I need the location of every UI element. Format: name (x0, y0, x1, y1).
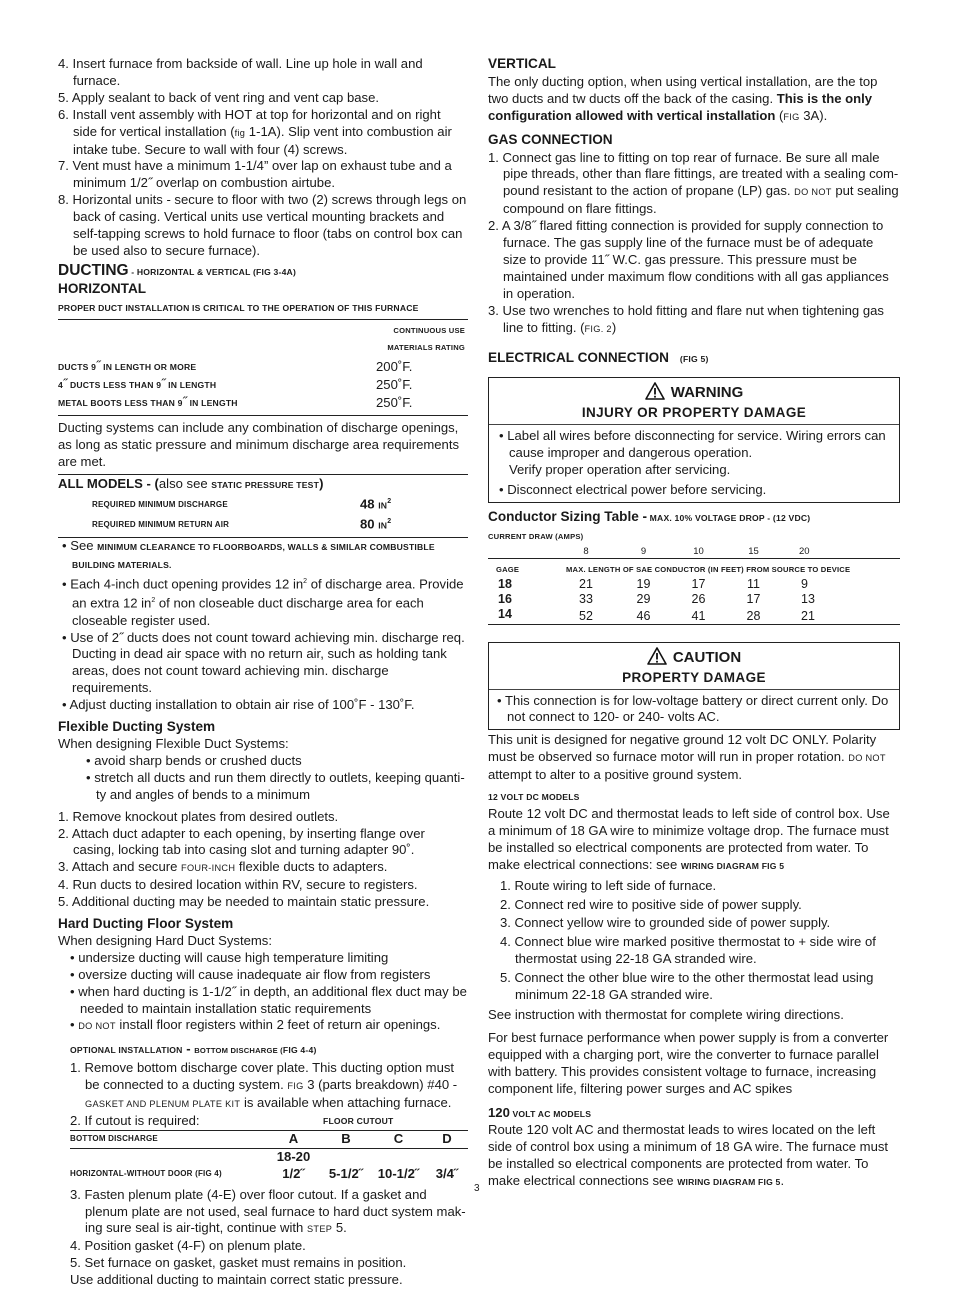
step-6: 6. Install vent assembly with HOT at top for horizontal and on right side for vertical installation (fig 1-1A). Slip vent into combustion air intake tube. Secure to wall with four (4) screws. (58, 106, 452, 157)
length-value: 21 (801, 608, 815, 623)
gage-value: 16 (498, 591, 512, 606)
length-value: 41 (691, 608, 706, 623)
dc-heading: 12 VOLT DC MODELS (488, 792, 580, 803)
horizontal-without-door-label: HORIZONTAL-WITHOUT DOOR (FIG 4) (70, 1168, 222, 1178)
hard-heading: Hard Ducting Floor System (58, 916, 234, 932)
hard-bullet: • DO NOT install floor registers within 2 feet of return air openings. (70, 1017, 441, 1033)
dc-steps (488, 878, 900, 1004)
see-instruction: See instruction with thermostat for complete wiring directions. (488, 1006, 844, 1022)
length-value: 17 (691, 576, 706, 591)
length-value: 29 (636, 591, 651, 606)
length-value: 21 (579, 576, 593, 591)
ac-text: Route 120 volt AC and thermostat leads to wires located on the left side of control box using a minimum of 18 GA wire. The furnace must be installed so electrical components are protected from water. To make electrical connections see WIRING DIAGRAM FIG 5. (488, 1122, 889, 1189)
continuous-header: CONTINUOUS USE MATERIALS RATING (387, 325, 465, 352)
opt-step-4: 4. Position gasket (4-F) on plenum plate. (70, 1238, 306, 1254)
cutout-value: 10-1/2˝ (377, 1165, 420, 1181)
warning-item: • Disconnect electrical power before servicing. (499, 481, 767, 497)
optional-steps-cont (58, 1187, 468, 1289)
length-value: 13 (801, 591, 815, 606)
rating-value: 250˚F. (376, 377, 413, 393)
cutout-table (70, 1113, 468, 1183)
amp-value: 20 (799, 545, 810, 557)
length-value: 19 (636, 576, 651, 591)
gas-step-2: 2. A 3/8˝ flared fitting connection is provided for supply connection to furnace. The gas supply line of the furnace must be of adequate size to provide 11˝ W.C. gas pressure. This pressure must be maintained under maximum flow conditions with all gas appliances in operation. (488, 218, 889, 301)
vertical-heading: VERTICAL (488, 56, 556, 71)
length-value: 52 (579, 608, 593, 623)
req-return-label: REQUIRED MINIMUM RETURN AIR (92, 520, 230, 530)
ratings-table (58, 320, 468, 417)
caution-subtitle: PROPERTY DAMAGE (622, 669, 766, 685)
flex-step: 4. Run ducts to desired location within RV, secure to registers. (58, 877, 418, 893)
caution-box (488, 642, 900, 731)
amp-value: 15 (748, 545, 759, 557)
rating-label: METAL BOOTS LESS THAN 9˝ IN LENGTH (58, 394, 238, 410)
max-length-label: MAX. LENGTH OF SAE CONDUCTOR (IN FEET) FROM SOURCE TO DEVICE (566, 564, 851, 574)
right-column (488, 56, 900, 1191)
warning-body (489, 425, 899, 502)
gas-heading: GAS CONNECTION (488, 131, 613, 147)
cutout-value: 5-1/2˝ (328, 1165, 364, 1181)
conductor-heading: Conductor Sizing Table - MAX. 10% VOLTAGE DROP - (12 VDC) (488, 508, 811, 524)
req-return-value: 80 $IN^2$ (360, 516, 392, 532)
amp-value: 10 (693, 545, 704, 557)
flex-step: 1. Remove knockout plates from desired outlets. (58, 808, 339, 824)
flex-intro: When designing Flexible Duct Systems: (58, 735, 289, 751)
cutout-value: 18-20 1/2˝ (276, 1148, 311, 1181)
warning-title: WARNING (670, 384, 744, 402)
step-5: 5. Apply sealant to back of vent ring and vent cap base. (58, 89, 380, 105)
gage-row (488, 577, 900, 592)
gage-value: 14 (498, 606, 512, 621)
see-bullet: • See MINIMUM CLEARANCE TO FLOORBOARDS, WALLS & SIMILAR COMBUSTIBLE BUILDING MATERIALS. (62, 538, 435, 571)
negative-ground-text: This unit is designed for negative ground 12 volt DC ONLY. Polarity must be observed so furnace motor will run in proper rotation. DO NOT attempt to alter to a positive ground system. (488, 732, 886, 783)
length-value: 17 (746, 591, 761, 606)
flex-step: 5. Additional ducting may be needed to maintain static pressure. (58, 894, 430, 910)
dc-step: 1. Route wiring to left side of furnace. (500, 877, 717, 893)
left-column (58, 56, 468, 1289)
hard-bullet: • when hard ducting is 1-1/2˝ in depth, an additional flex duct may be needed to maintain installation static requirements (70, 983, 467, 1016)
warning-box (488, 377, 900, 502)
converter-text: For best furnace performance when power supply is from a converter equipped with a charging port, wire the converter to furnace parallel with battery. This provides consistent voltage to furnace, increasing component life, filtering power surges and AC spikes (488, 1029, 889, 1096)
gage-row (488, 592, 900, 607)
opt-step-1: 1. Remove bottom discharge cover plate. This ducting option must be connected to a ducting system. FIG 3 (parts breakdown) #40 - GASKET AND PLENUM PLATE KIT is available when attaching furnace. (70, 1060, 458, 1111)
hard-bullets (58, 950, 468, 1036)
gage-row (488, 607, 900, 625)
gas-step-1: 1. Connect gas line to fitting on top rear of furnace. Be sure all male pipe threads, other than flare fittings, are treated with a sealing com-pound resistant to the action of propane (LP) gas. DO NOT put sealing compound on flare fittings. (488, 149, 899, 217)
gage-label: GAGE (496, 564, 520, 574)
all-models-heading: ALL MODELS - (also see STATIC PRESSURE TEST) (58, 475, 324, 491)
amp-value: 8 (583, 545, 589, 557)
optional-steps (58, 1060, 468, 1113)
bullet-2inch: • Use of 2˝ ducts does not count toward achieving min. discharge req. Ducting in dead air space with no return air, such as holding tank areas, does not count toward achieving min. discharge requirements. (62, 629, 465, 696)
bullet-adjust: • Adjust ducting installation to obtain air rise of 100˚F - 130˚F. (62, 697, 415, 713)
gas-step-3: 3. Use two wrenches to hold fitting and flare nut when tightening gas line to fitting. (FIG. 2) (488, 302, 884, 335)
opt-tail: Use additional ducting to maintain correct static pressure. (70, 1272, 403, 1288)
dc-text: Route 12 volt DC and thermostat leads to left side of control box. Use a minimum of 18 GA wire to minimize voltage drop. The furnace must be installed so electrical components are protected from water. To make electrical connections: see WIRING DIAGRAM FIG 5 (488, 806, 890, 872)
flex-steps (58, 809, 468, 911)
bullet-4inch: • Each 4-inch duct opening provides 12 $in^2$ of discharge area. Provide an extra 12 $in^2$ of non closeable duct discharge area for each closeable register used. (62, 576, 464, 628)
cutout-header: D (442, 1130, 452, 1146)
floor-cutout-header: FLOOR CUTOUT (323, 1116, 394, 1126)
length-value: 46 (636, 608, 651, 623)
warning-subtitle: INJURY OR PROPERTY DAMAGE (581, 405, 807, 421)
rating-value: 250˚F. (376, 395, 413, 411)
warning-item: • Label all wires before disconnecting for service. Wiring errors can cause improper and dangerous operation. (499, 428, 886, 461)
req-discharge-value: 48 $IN^2$ (360, 496, 392, 512)
caution-header (489, 643, 899, 690)
ac-heading: 120 VOLT AC MODELS (488, 1104, 592, 1120)
horizontal-heading: HORIZONTAL (58, 280, 147, 296)
caution-item: • This connection is for low-voltage battery or direct current only. Do not connect to 120- or 240- volts AC. (497, 692, 889, 725)
length-value: 9 (801, 576, 808, 591)
hard-intro: When designing Hard Duct Systems: (58, 932, 272, 948)
conductor-table (488, 529, 900, 625)
flex-step: 3. Attach and secure FOUR-INCH flexible ducts to adapters. (58, 859, 388, 875)
proper-duct-note: PROPER DUCT INSTALLATION IS CRITICAL TO THE OPERATION OF THIS FURNACE (58, 300, 468, 320)
length-value: 33 (579, 591, 593, 606)
optional-heading: OPTIONAL INSTALLATION - BOTTOM DISCHARGE (FIG 4-4) (70, 1041, 317, 1057)
rating-label: 4˝ DUCTS LESS THAN 9˝ IN LENGTH (58, 376, 217, 392)
ducting-bullets (58, 538, 468, 714)
caution-title: CAUTION (672, 648, 742, 666)
page-number: 3 (474, 1183, 480, 1194)
req-discharge-label: REQUIRED MINIMUM DISCHARGE (92, 500, 228, 510)
cutout-header: C (393, 1130, 404, 1146)
dc-step: 3. Connect yellow wire to grounded side of power supply. (500, 915, 831, 931)
opt-step-2: 2. If cutout is required: (70, 1113, 200, 1128)
rating-value: 200˚F. (376, 359, 413, 375)
rating-label: DUCTS 9˝ IN LENGTH OR MORE (58, 358, 197, 374)
electrical-heading: ELECTRICAL CONNECTION (FIG 5) (488, 349, 709, 365)
step-8: 8. Horizontal units - secure to floor with two (2) screws through legs on back of casing. Vertical units use vertical mounting brackets and self-tapping screws to hold furnace to floor (tabs on control box can be used also to secure furnace). (58, 192, 467, 258)
warning-header (489, 378, 899, 425)
opt-step-3: 3. Fasten plenum plate (4-E) over floor cutout. If a gasket and plenum plate are not used, seal furnace to hard duct system mak-ing sure seal is air-tight, continue with STEP 5. (70, 1186, 466, 1236)
flex-step: 2. Attach duct adapter to each opening, by inserting flange over casing, locking tab into casing slot and turning adapter 90˚. (58, 825, 425, 858)
flex-bullet: • avoid sharp bends or crushed ducts (86, 752, 302, 768)
dc-step: 4. Connect blue wire marked positive thermostat to + side wire of thermostat using 22-18 GA stranded wire. (500, 934, 876, 967)
hard-bullet: • oversize ducting will cause inadequate air flow from registers (70, 966, 431, 982)
cutout-header: A (288, 1130, 299, 1146)
gage-value: 18 (498, 576, 512, 591)
length-value: 28 (746, 608, 761, 623)
caution-icon (647, 647, 667, 670)
dc-step: 2. Connect red wire to positive side of power supply. (500, 896, 802, 912)
flex-bullets (58, 753, 468, 804)
vertical-text: The only ducting option, when using vertical installation, are the top two ducts and tw ducts off the back of the casing. This is the only configuration allowed with vertical installation (FIG 3A). (488, 73, 878, 123)
step-7: 7. Vent must have a minimum 1-1/4” over lap on exhaust tube and a minimum 1/2˝ overlap on combustion airtube. (58, 158, 452, 191)
current-draw-label: CURRENT DRAW (AMPS) (488, 531, 584, 541)
bottom-discharge-label: BOTTOM DISCHARGE (70, 1133, 158, 1143)
opt-step-5: 5. Set furnace on gasket, gasket must remains in position. (70, 1255, 407, 1271)
flex-bullet: • stretch all ducts and run them directly to outlets, keeping quanti-ty and angles of bends to a minimum (86, 769, 465, 802)
cutout-value: 3/4˝ (435, 1165, 459, 1181)
length-value: 26 (691, 591, 706, 606)
ducting-heading: DUCTING - HORIZONTAL & VERTICAL (FIG 3-4A) (58, 261, 297, 279)
amp-value: 9 (640, 545, 647, 557)
dc-step: 5. Connect the other blue wire to the other thermostat lead using minimum 22-18 GA stranded wire. (500, 970, 874, 1003)
caution-body (489, 690, 899, 730)
discharge-table (58, 494, 468, 539)
step-4: 4. Insert furnace from backside of wall. Line up hole in wall and furnace. (58, 56, 423, 88)
length-value: 11 (747, 576, 760, 591)
warning-item: Verify proper operation after servicing. (509, 462, 731, 478)
flex-heading: Flexible Ducting System (58, 719, 216, 735)
warning-icon (645, 382, 665, 405)
ducting-systems-text: Ducting systems can include any combination of discharge openings, as long as static pressure and minimum discharge area requirements are met. (58, 420, 468, 475)
cutout-header: B (341, 1130, 351, 1146)
hard-bullet: • undersize ducting will cause high temperature limiting (70, 949, 389, 965)
